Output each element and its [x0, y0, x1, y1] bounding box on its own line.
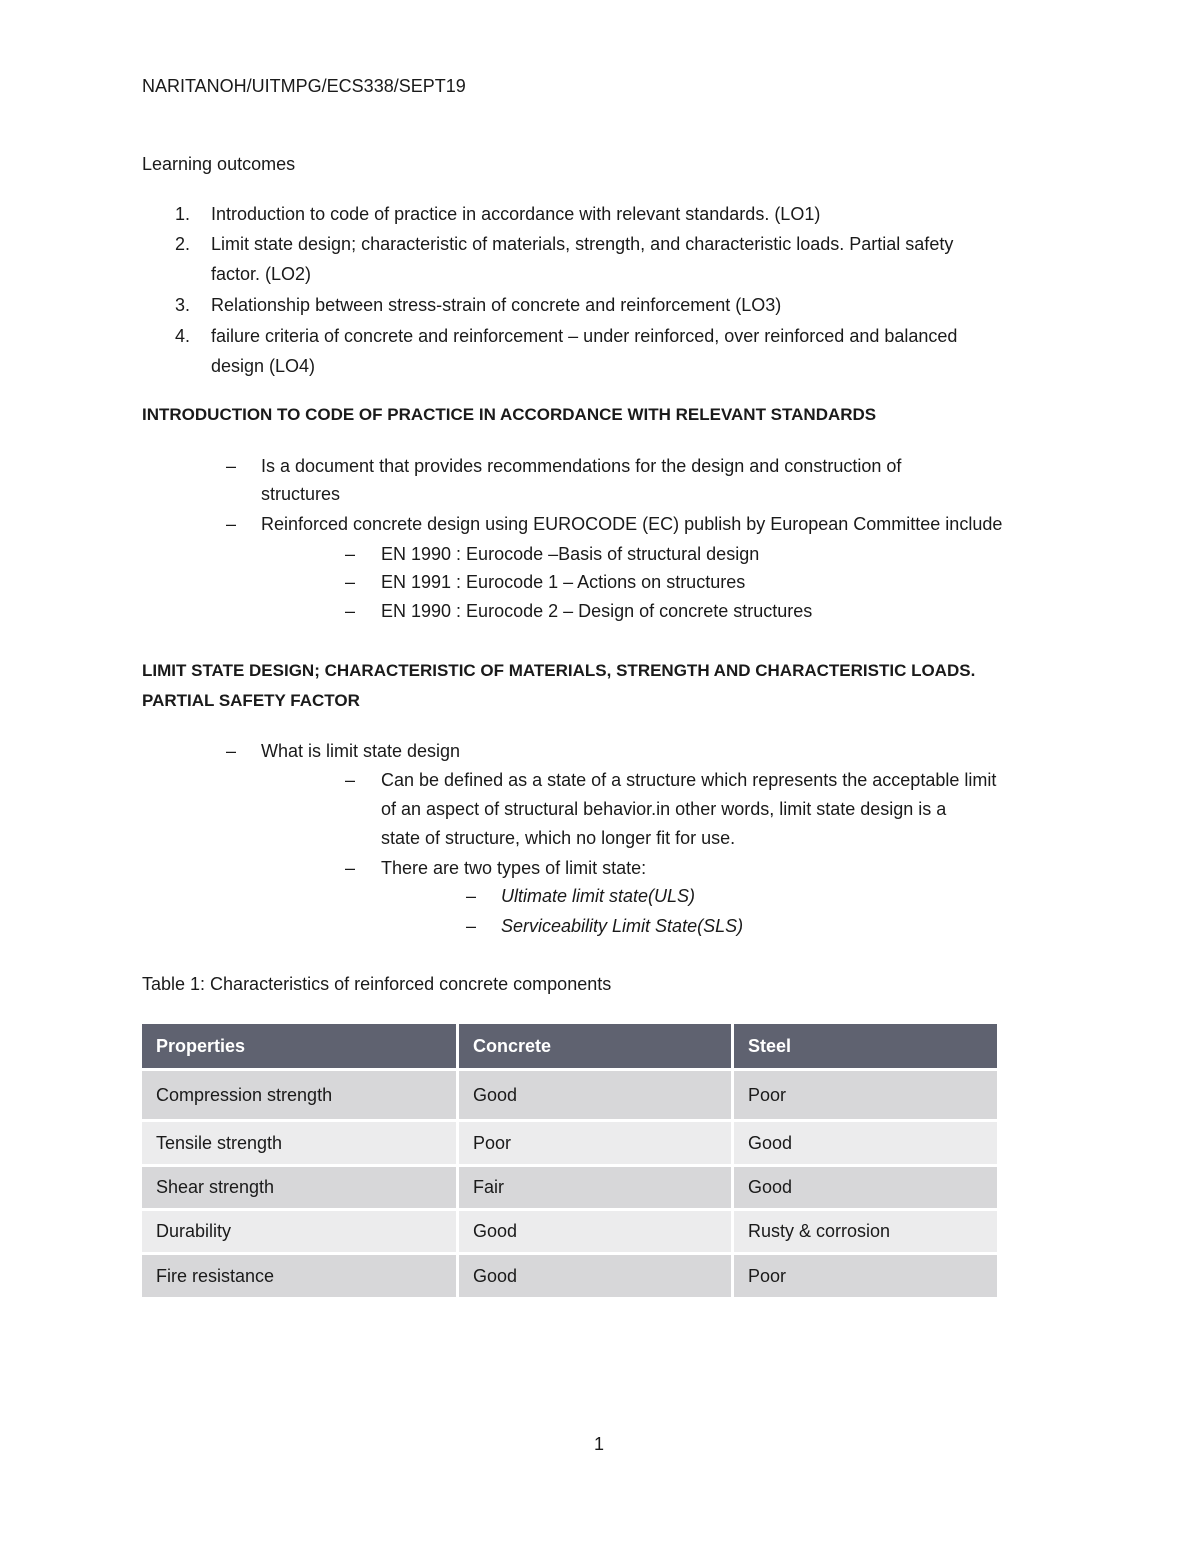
document-header: NARITANOH/UITMPG/ECS338/SEPT19 — [142, 76, 466, 96]
sub-bullet-text-continued: of an aspect of structural behavior.in other words, limit state design is a — [381, 799, 947, 819]
table-header-cell: Steel — [734, 1024, 997, 1068]
characteristics-table — [139, 1021, 1000, 1300]
outcome-text: Relationship between stress-strain of concrete and reinforcement (LO3) — [211, 295, 782, 315]
dash-bullet: – — [345, 770, 356, 790]
table-caption: Table 1: Characteristics of reinforced concrete components — [142, 974, 612, 994]
outcome-number: 3. — [175, 295, 191, 315]
dash-bullet: – — [226, 456, 237, 476]
table-cell: Poor — [734, 1255, 997, 1297]
table-cell: Good — [459, 1071, 731, 1119]
table-row — [142, 1211, 997, 1252]
table-cell: Tensile strength — [142, 1122, 456, 1164]
table-row — [142, 1167, 997, 1208]
outcome-number: 2. — [175, 234, 191, 254]
dash-bullet: – — [345, 544, 356, 564]
bullet-text: Reinforced concrete design using EUROCODE (EC) publish by European Committee include — [261, 514, 1003, 534]
outcome-text-continued: factor. (LO2) — [211, 264, 312, 284]
dash-bullet: – — [466, 916, 477, 936]
outcome-text: Introduction to code of practice in accordance with relevant standards. (LO1) — [211, 204, 821, 224]
dash-bullet: – — [466, 886, 477, 906]
outcome-number: 1. — [175, 204, 191, 224]
table-header-cell: Properties — [142, 1024, 456, 1068]
dash-bullet: – — [226, 514, 237, 534]
sub-bullet-text-continued: state of structure, which no longer fit for use. — [381, 828, 736, 848]
dash-bullet: – — [345, 572, 356, 592]
table-cell: Good — [459, 1211, 731, 1252]
table-row — [142, 1122, 997, 1164]
table-cell: Poor — [459, 1122, 731, 1164]
dash-bullet: – — [226, 741, 237, 761]
table-cell: Durability — [142, 1211, 456, 1252]
table-cell: Good — [459, 1255, 731, 1297]
outcome-text: failure criteria of concrete and reinforcement – under reinforced, over reinforced and balanced — [211, 326, 958, 346]
sub-bullet-text: There are two types of limit state: — [381, 858, 647, 878]
dash-bullet: – — [345, 601, 356, 621]
table-cell: Poor — [734, 1071, 997, 1119]
sub-bullet-text: EN 1990 : Eurocode –Basis of structural design — [381, 544, 760, 564]
table-cell: Rusty & corrosion — [734, 1211, 997, 1252]
page-number: 1 — [594, 1434, 605, 1454]
table-header-row — [142, 1024, 997, 1068]
table-cell: Shear strength — [142, 1167, 456, 1208]
section-heading-limit-state-continued: PARTIAL SAFETY FACTOR — [142, 691, 360, 710]
table-cell: Fair — [459, 1167, 731, 1208]
limit-state-type: Ultimate limit state(ULS) — [501, 886, 696, 906]
sub-bullet-text: Can be defined as a state of a structure which represents the acceptable limit — [381, 770, 997, 790]
sub-bullet-text: EN 1991 : Eurocode 1 – Actions on structures — [381, 572, 746, 592]
table-cell: Good — [734, 1167, 997, 1208]
table-row — [142, 1071, 997, 1119]
outcome-number: 4. — [175, 326, 191, 346]
table-cell: Compression strength — [142, 1071, 456, 1119]
table-header-cell: Concrete — [459, 1024, 731, 1068]
table-cell: Good — [734, 1122, 997, 1164]
sub-bullet-text: EN 1990 : Eurocode 2 – Design of concrete structures — [381, 601, 813, 621]
outcome-text-continued: design (LO4) — [211, 356, 316, 376]
bullet-text: What is limit state design — [261, 741, 461, 761]
table-cell: Fire resistance — [142, 1255, 456, 1297]
bullet-text-continued: structures — [261, 484, 341, 504]
bullet-text: Is a document that provides recommendations for the design and construction of — [261, 456, 902, 476]
limit-state-type: Serviceability Limit State(SLS) — [501, 916, 744, 936]
section-heading-introduction: INTRODUCTION TO CODE OF PRACTICE IN ACCORDANCE WITH RELEVANT STANDARDS — [142, 405, 877, 424]
outcome-text: Limit state design; characteristic of materials, strength, and characteristic loads. Partial safety — [211, 234, 954, 254]
learning-outcomes-heading: Learning outcomes — [142, 154, 296, 174]
section-heading-limit-state: LIMIT STATE DESIGN; CHARACTERISTIC OF MATERIALS, STRENGTH AND CHARACTERISTIC LOADS. — [142, 661, 976, 680]
table-row — [142, 1255, 997, 1297]
dash-bullet: – — [345, 858, 356, 878]
